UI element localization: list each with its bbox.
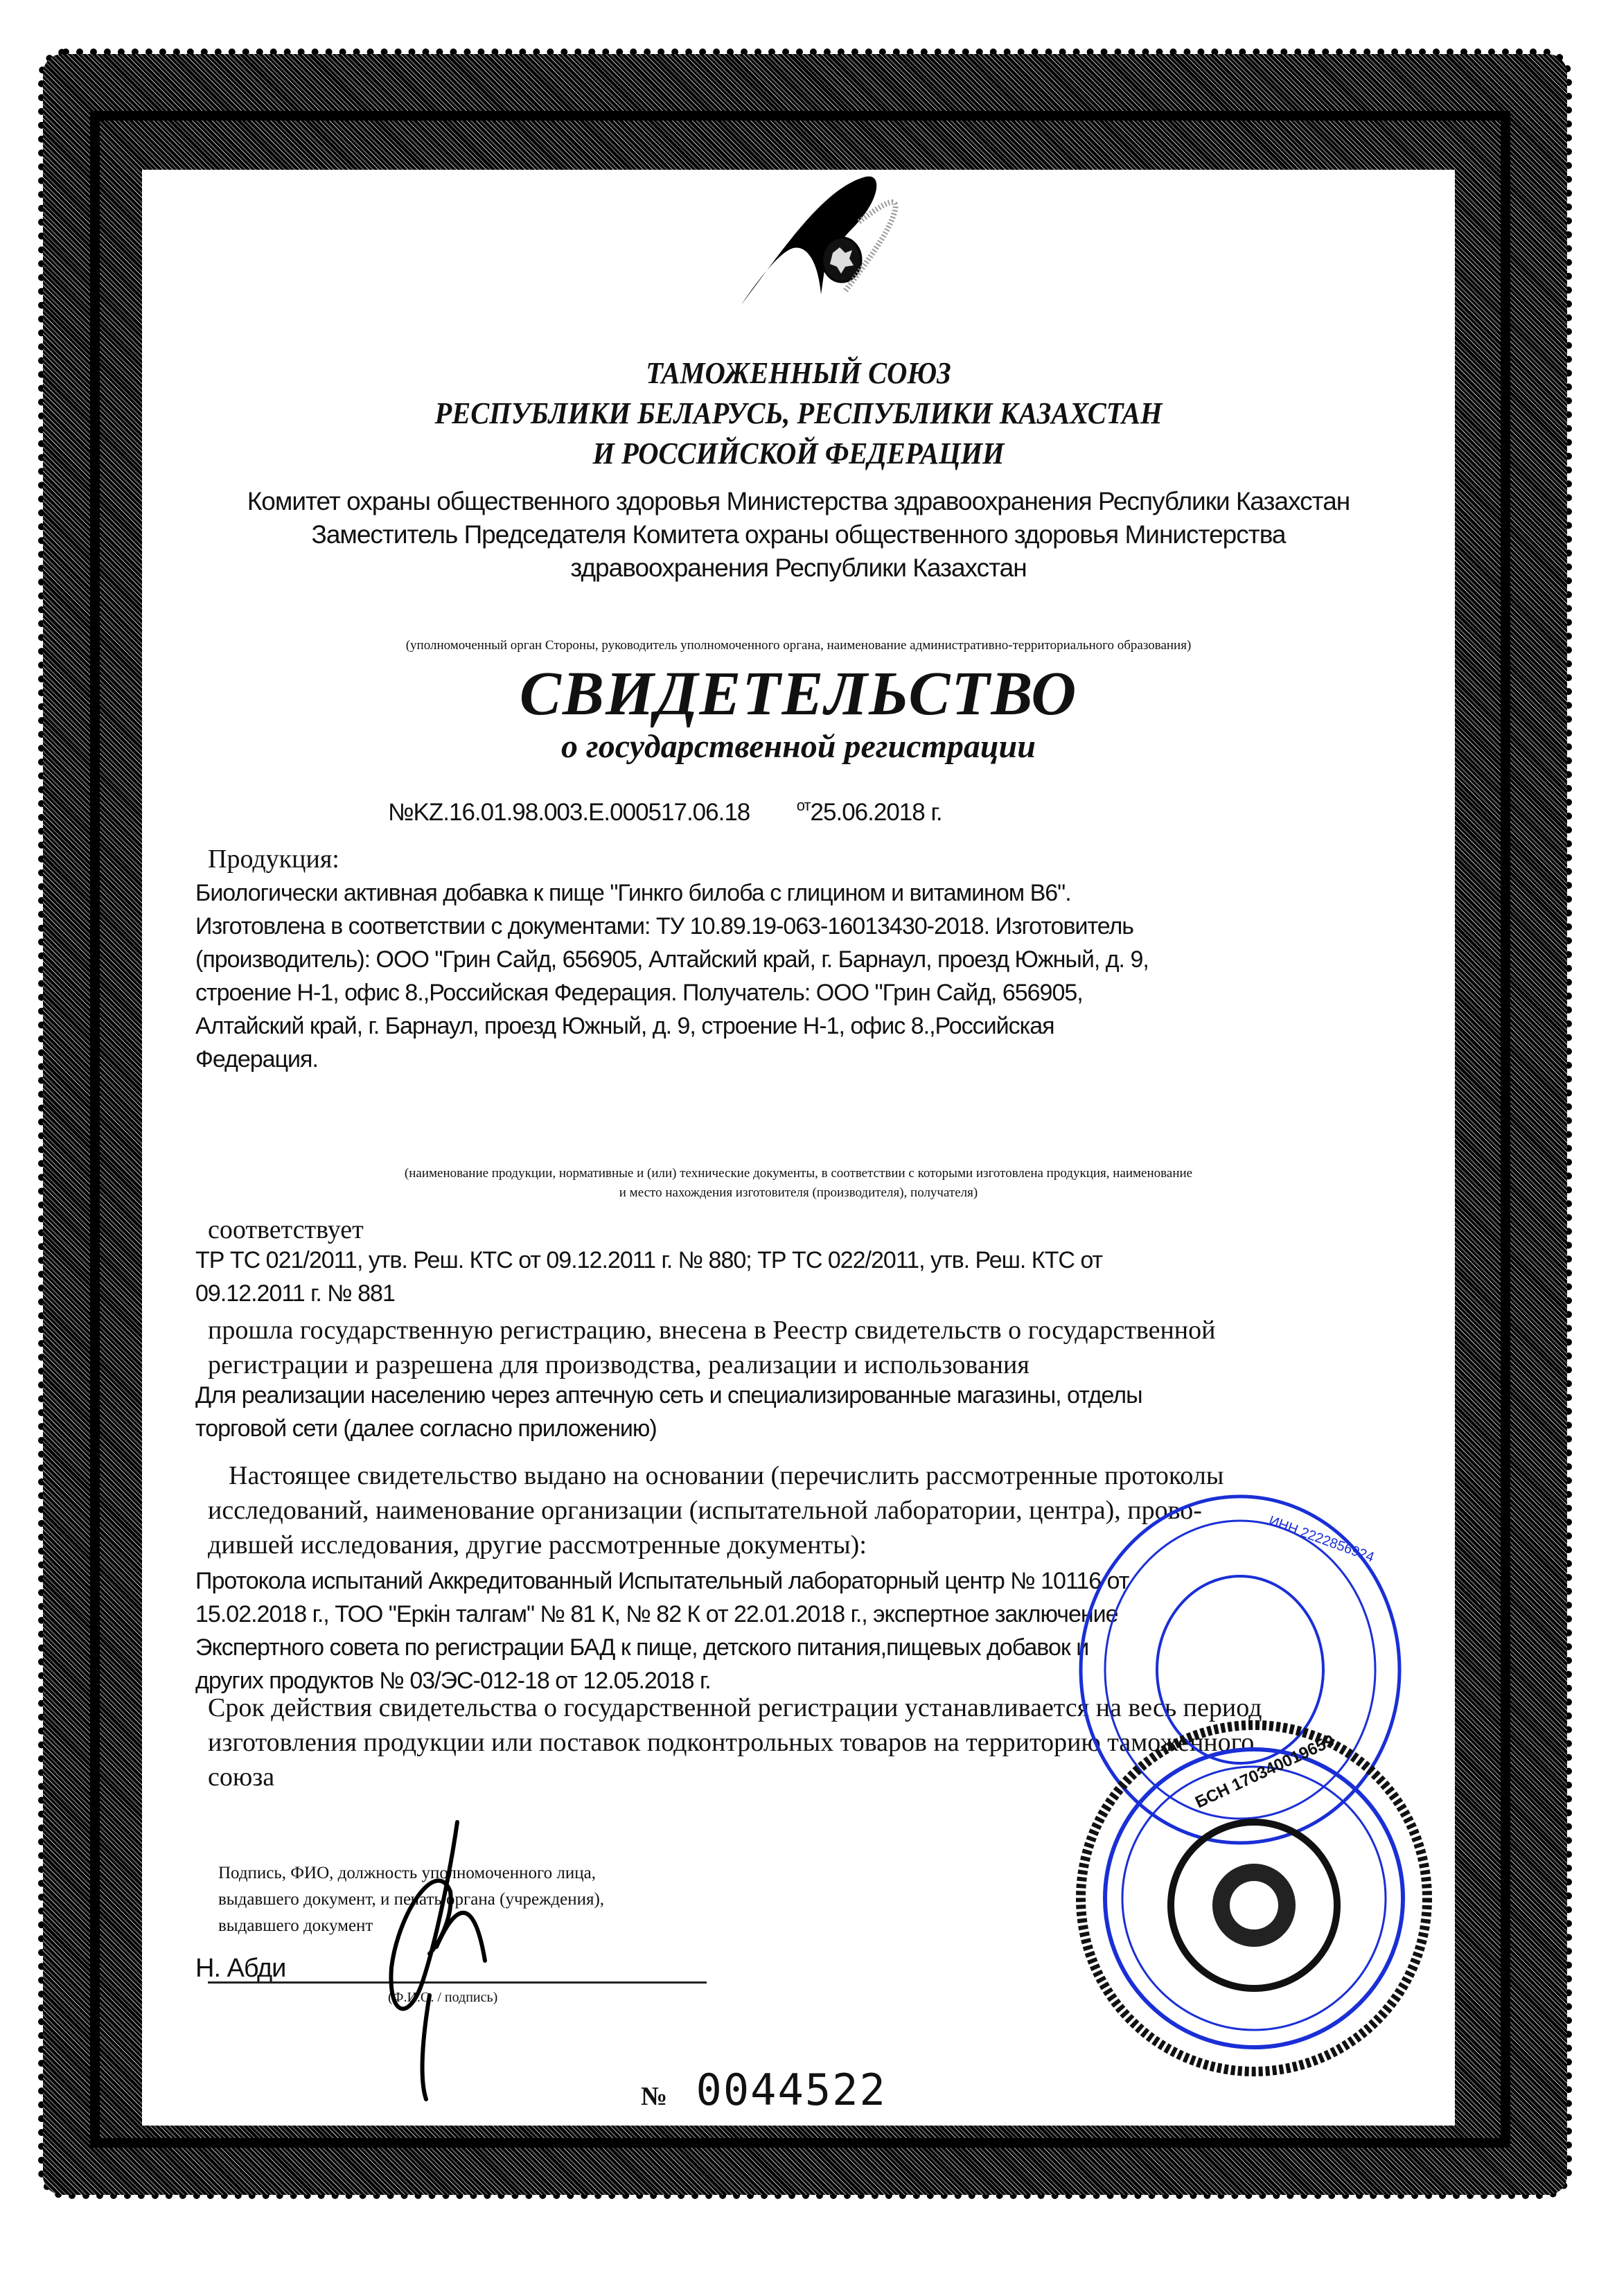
product-line: Изготовлена в соответствии с документами: ТУ 10.89.19-063-16013430-2018. Изготовитель bbox=[195, 913, 1134, 939]
caption-line: и место нахождения изготовителя (производителя), получателя) bbox=[619, 1185, 978, 1200]
signatory-name: Н. Абди bbox=[195, 1954, 286, 1983]
document-line: других продуктов № 03/ЭС-012-18 от 12.05.2018 г. bbox=[195, 1668, 711, 1694]
form-number bbox=[641, 2065, 887, 2115]
registration-line: прошла государственную регистрацию, внесена в Реестр свидетельств о государственной bbox=[208, 1316, 1216, 1345]
authority-line: здравоохранения Республики Казахстан bbox=[570, 554, 1027, 582]
standards-line: 09.12.2011 г. № 881 bbox=[195, 1280, 395, 1307]
union-line: И РОССИЙСКОЙ ФЕДЕРАЦИИ bbox=[592, 436, 1005, 470]
basis-line: дившей исследования, другие рассмотренные документы): bbox=[208, 1530, 867, 1560]
form-serial-number: 0044522 bbox=[696, 2065, 887, 2115]
product-line: строение Н-1, офис 8.,Российская Федерация. Получатель: ООО "Грин Сайд, 656905, bbox=[195, 980, 1083, 1006]
official-seal-icon bbox=[1060, 1697, 1448, 2085]
product-caption bbox=[142, 1164, 1455, 1203]
usage-scope bbox=[195, 1379, 1442, 1445]
union-line: РЕСПУБЛИКИ БЕЛАРУСЬ, РЕСПУБЛИКИ КАЗАХСТАН bbox=[434, 396, 1163, 430]
basis-line: исследований, наименование организации (испытательной лаборатории, центра), прово- bbox=[208, 1496, 1202, 1525]
registration-statement bbox=[208, 1313, 1455, 1382]
authority-line: Заместитель Председателя Комитета охраны общественного здоровья Министерства bbox=[311, 520, 1286, 549]
product-label: Продукция: bbox=[208, 845, 339, 874]
authority-caption: (уполномоченный орган Стороны, руководитель уполномоченного органа, наименование административно-территориального образования) bbox=[405, 638, 1192, 653]
standards-line: ТР ТС 021/2011, утв. Реш. КТС от 09.12.2011 г. № 880; ТР ТС 022/2011, утв. Реш. КТС от bbox=[195, 1247, 1103, 1273]
product-line: (производитель): ООО "Грин Сайд, 656905, Алтайский край, г. Барнаул, проезд Южный, д. 9, bbox=[195, 946, 1149, 973]
registration-number-line bbox=[388, 797, 942, 827]
registration-line: регистрации и разрешена для производства, реализации и использования bbox=[208, 1350, 1030, 1379]
validity-line: изготовления продукции или поставок подконтрольных товаров на территорию таможенного bbox=[208, 1728, 1255, 1757]
customs-union-title bbox=[195, 353, 1402, 474]
seal-bin-text: БСН 170340019659 bbox=[1192, 1731, 1338, 1812]
document-line: 15.02.2018 г., ТОО "Еркін талгам" № 81 К, № 82 К от 22.01.2018 г., экспертное заключение bbox=[195, 1601, 1118, 1627]
authority-line: Комитет охраны общественного здоровья Министерства здравоохранения Республики Казахстан bbox=[247, 487, 1350, 515]
document-line: Протокола испытаний Аккредитованный Испытательный лабораторный центр № 10116 от bbox=[195, 1568, 1129, 1594]
document-line: Экспертного совета по регистрации БАД к пище, детского питания,пищевых добавок и bbox=[195, 1634, 1089, 1661]
number-sign: № bbox=[388, 799, 414, 826]
union-line: ТАМОЖЕННЫЙ СОЮЗ bbox=[646, 356, 951, 390]
handwritten-signature-icon bbox=[333, 1815, 527, 2106]
product-line: Федерация. bbox=[195, 1046, 318, 1072]
eurasian-union-emblem-icon bbox=[727, 173, 908, 312]
signature-caption-line: выдавшего документ, и печать органа (учреждения), bbox=[218, 1890, 605, 1909]
issuing-authority bbox=[142, 485, 1455, 585]
product-line: Алтайский край, г. Барнаул, проезд Южный, д. 9, строение Н-1, офис 8.,Российская bbox=[195, 1013, 1054, 1039]
caption-line: (наименование продукции, нормативные и (или) технические документы, в соответствии с которыми изготовлена продукция, наименование bbox=[404, 1166, 1193, 1181]
conformity-label: соответствует bbox=[208, 1215, 364, 1244]
signature-caption-line: Подпись, ФИО, должность уполномоченного лица, bbox=[218, 1864, 596, 1882]
conformity-standards bbox=[195, 1244, 1442, 1310]
date-prefix: от bbox=[796, 797, 811, 814]
product-description bbox=[195, 876, 1442, 1076]
usage-line: Для реализации населению через аптечную сеть и специализированные магазины, отделы bbox=[195, 1382, 1142, 1408]
registration-date: 25.06.2018 г. bbox=[810, 799, 942, 826]
registration-number: KZ.16.01.98.003.E.000517.06.18 bbox=[413, 799, 750, 826]
validity-line: Срок действия свидетельства о государственной регистрации устанавливается на весь период bbox=[208, 1693, 1262, 1722]
validity-line: союза bbox=[208, 1763, 275, 1792]
signature-caption-line: выдавшего документ bbox=[218, 1916, 373, 1935]
usage-line: торговой сети (далее согласно приложению) bbox=[195, 1415, 657, 1442]
basis-line: Настоящее свидетельство выдано на основании (перечислить рассмотренные протоколы bbox=[229, 1461, 1224, 1490]
form-number-sign: № bbox=[641, 2082, 669, 2111]
certificate-title: СВИДЕТЕЛЬСТВО bbox=[519, 660, 1078, 728]
certificate-subtitle: о государственной регистрации bbox=[561, 728, 1036, 765]
product-line: Биологически активная добавка к пище "Гинкго билоба с глицином и витамином В6". bbox=[195, 880, 1071, 906]
signature-line-caption: (Ф.И.О. / подпись) bbox=[388, 1990, 498, 2005]
stamp-inn-text: ИНН 2222856924 bbox=[1266, 1513, 1377, 1566]
